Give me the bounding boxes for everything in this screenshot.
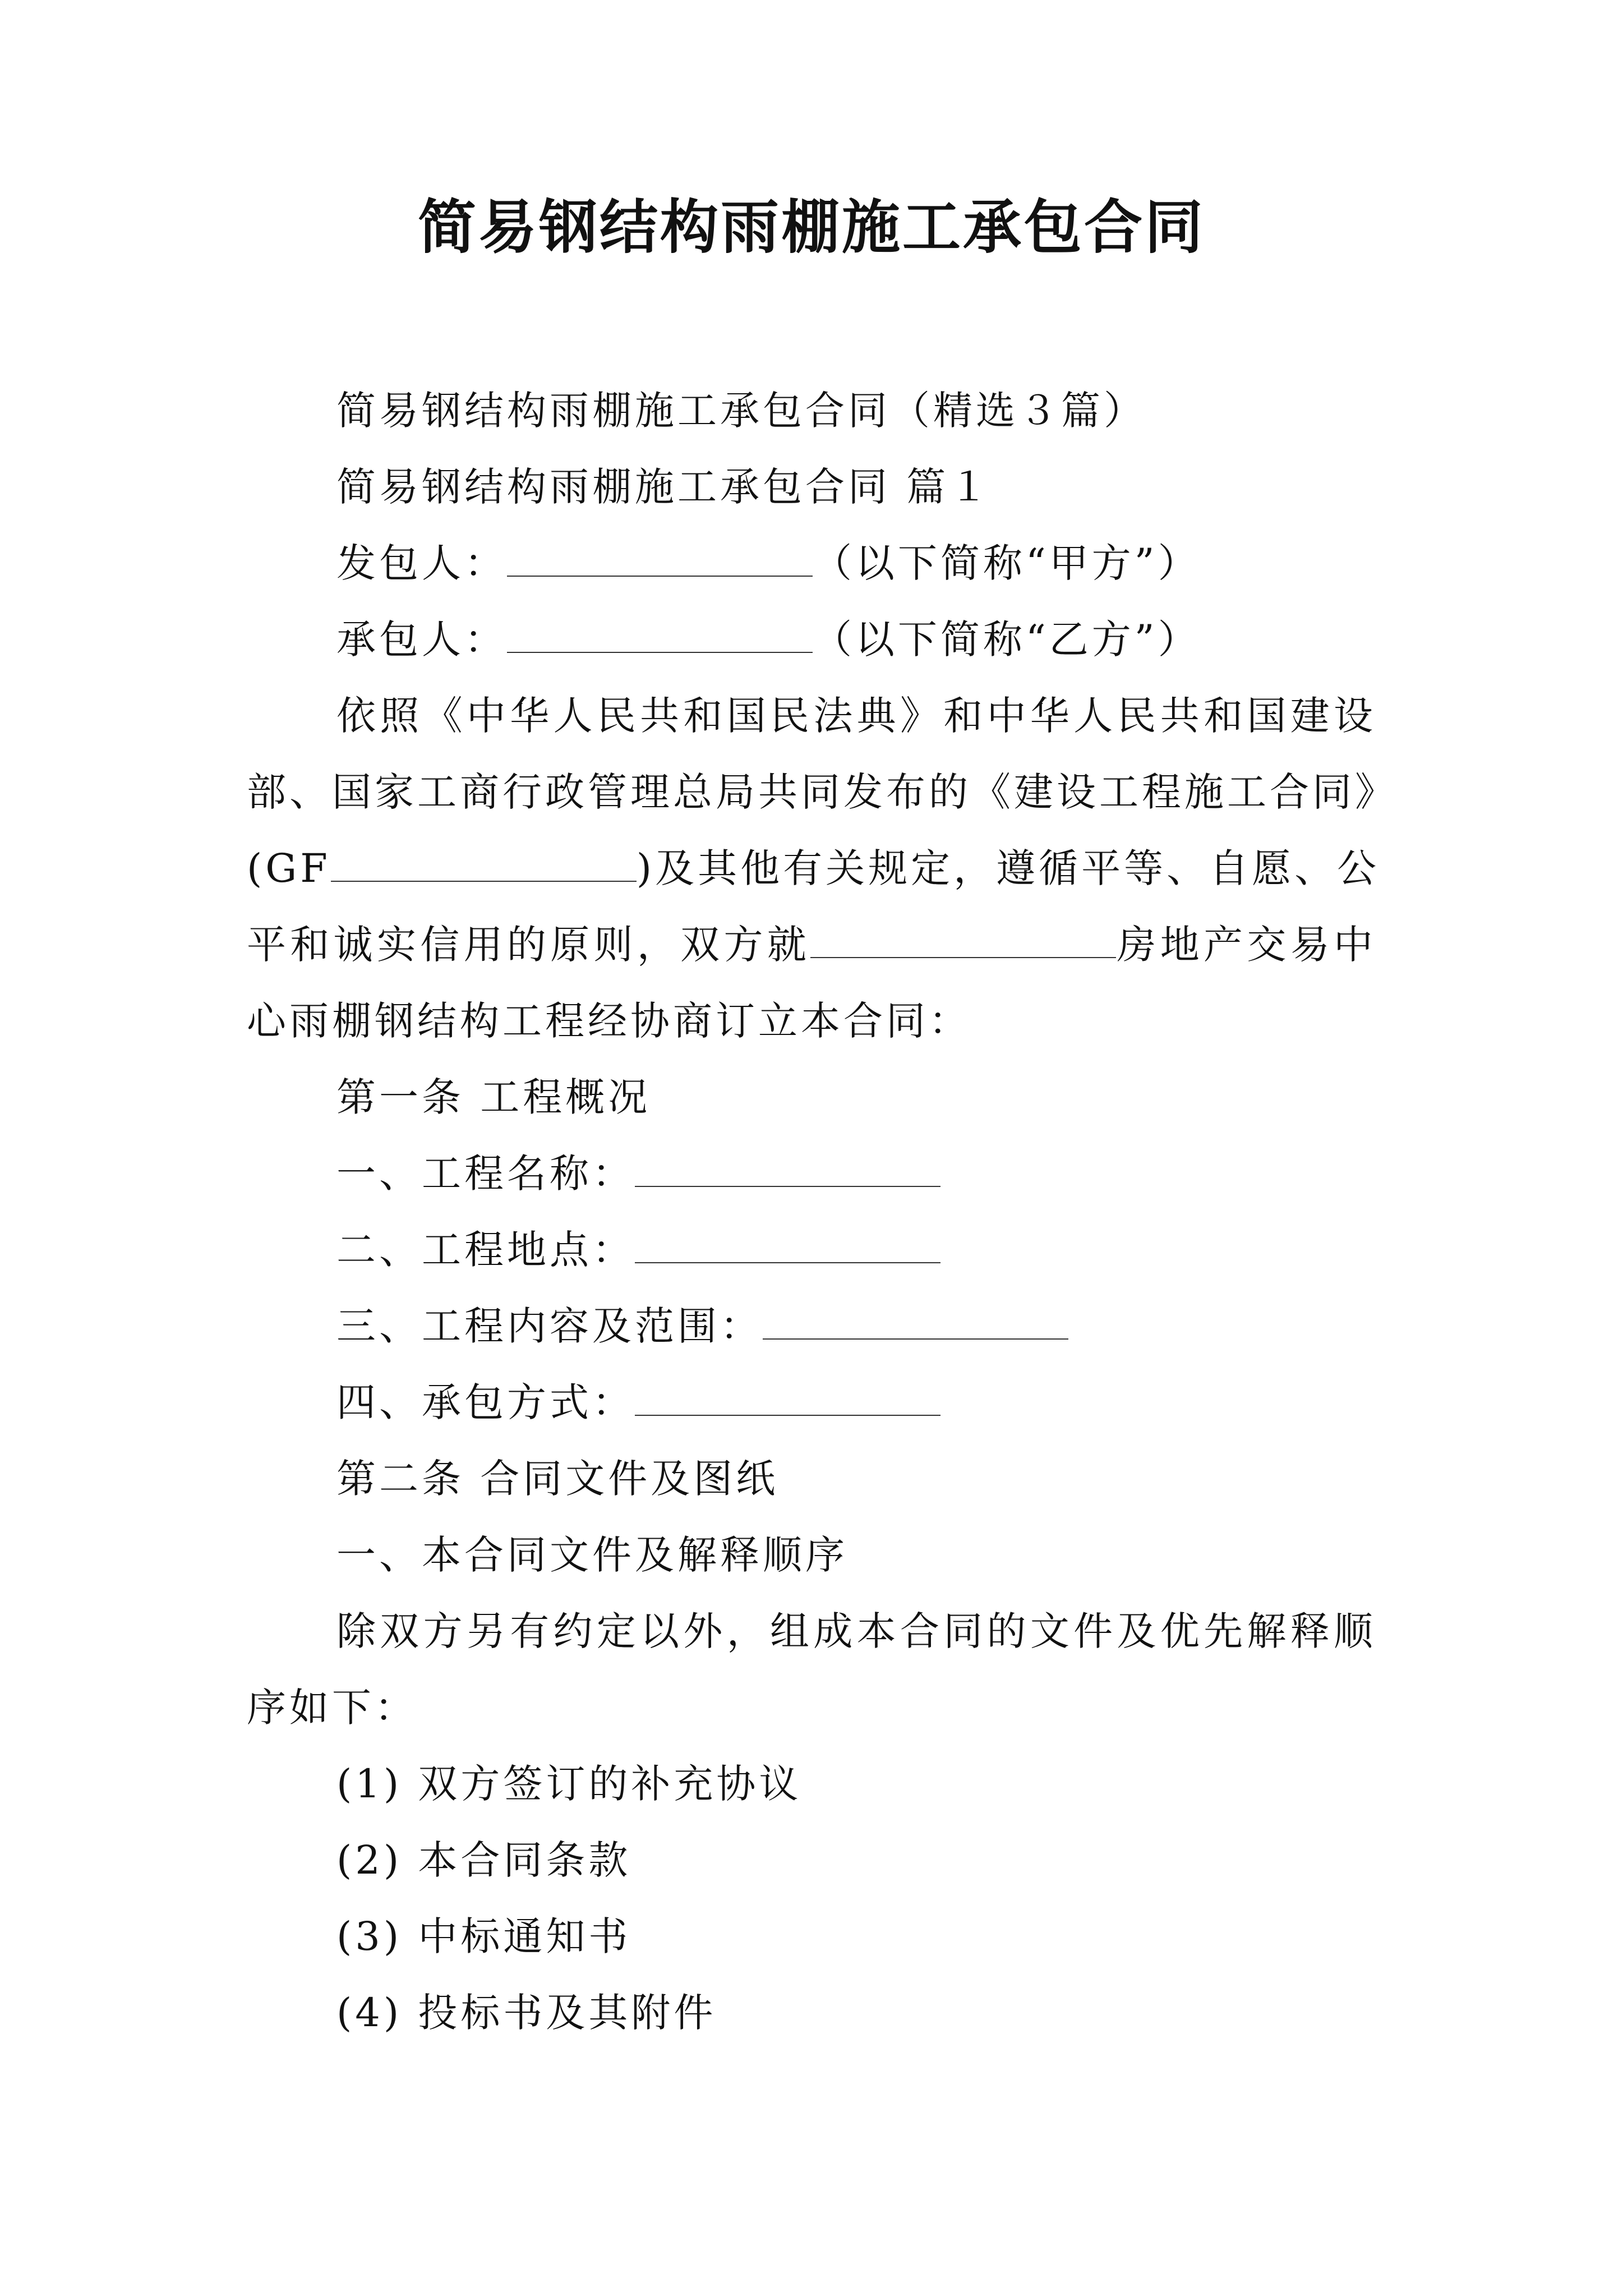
project-location-blank	[635, 1228, 940, 1263]
para1-line4-prefix: 平和诚实信用的原则，双方就	[247, 922, 811, 968]
list-item: (2) 本合同条款	[336, 1837, 631, 1883]
article1-heading: 第一条 工程概况	[336, 1074, 651, 1120]
project-name-blank	[635, 1152, 940, 1187]
party-b-label: 承包人：	[336, 616, 507, 662]
item-project-name-label: 一、工程名称：	[336, 1151, 635, 1197]
project-scope-blank	[763, 1305, 1068, 1340]
party-a-blank	[507, 542, 813, 577]
party-a-line	[336, 535, 1201, 591]
gf-suffix: )及其他有关规定，遵循平等、自愿、公	[636, 845, 1380, 891]
item-project-scope	[336, 1298, 1068, 1354]
para1-line3	[247, 840, 1380, 896]
item-project-location	[336, 1222, 940, 1278]
item-contract-mode-label: 四、承包方式：	[336, 1379, 635, 1425]
gf-prefix: (GF	[247, 845, 331, 891]
para1-line4-suffix: 房地产交易中	[1116, 922, 1377, 968]
project-blank	[810, 923, 1116, 958]
document-title: 简易钢结构雨棚施工承包合同	[417, 192, 1205, 261]
para2-line2: 序如下：	[247, 1685, 417, 1731]
item-contract-mode	[336, 1374, 940, 1430]
party-a-suffix: （以下简称“甲方”）	[813, 540, 1201, 586]
party-b-blank	[507, 618, 813, 653]
item-project-scope-label: 三、工程内容及范围：	[336, 1303, 763, 1349]
party-b-suffix: （以下简称“乙方”）	[813, 616, 1201, 662]
para1-line4	[247, 917, 1376, 973]
para1-line5: 心雨棚钢结构工程经协商订立本合同：	[247, 998, 971, 1044]
party-a-label: 发包人：	[336, 540, 507, 586]
para1-line1: 依照《中华人民共和国民法典》和中华人民共和国建设	[336, 693, 1376, 739]
item-project-location-label: 二、工程地点：	[336, 1227, 635, 1273]
list-item: (3) 中标通知书	[336, 1913, 631, 1959]
contract-mode-blank	[635, 1381, 940, 1416]
para1-line2: 部、国家工商行政管理总局共同发布的《建设工程施工合同》	[247, 769, 1398, 815]
item-project-name	[336, 1145, 940, 1202]
party-b-line	[336, 611, 1201, 668]
part-heading: 简易钢结构雨棚施工承包合同 篇１	[336, 464, 992, 510]
list-item: (4) 投标书及其附件	[336, 1990, 717, 2036]
document-subtitle: 简易钢结构雨棚施工承包合同（精选３篇）	[336, 388, 1146, 434]
para2-line1: 除双方另有约定以外，组成本合同的文件及优先解释顺	[336, 1608, 1376, 1654]
gf-blank	[331, 847, 637, 882]
article2-heading: 第二条 合同文件及图纸	[336, 1456, 779, 1502]
list-item: (1) 双方签订的补充协议	[336, 1761, 802, 1807]
subsection1-heading: 一、本合同文件及解释顺序	[336, 1532, 848, 1578]
